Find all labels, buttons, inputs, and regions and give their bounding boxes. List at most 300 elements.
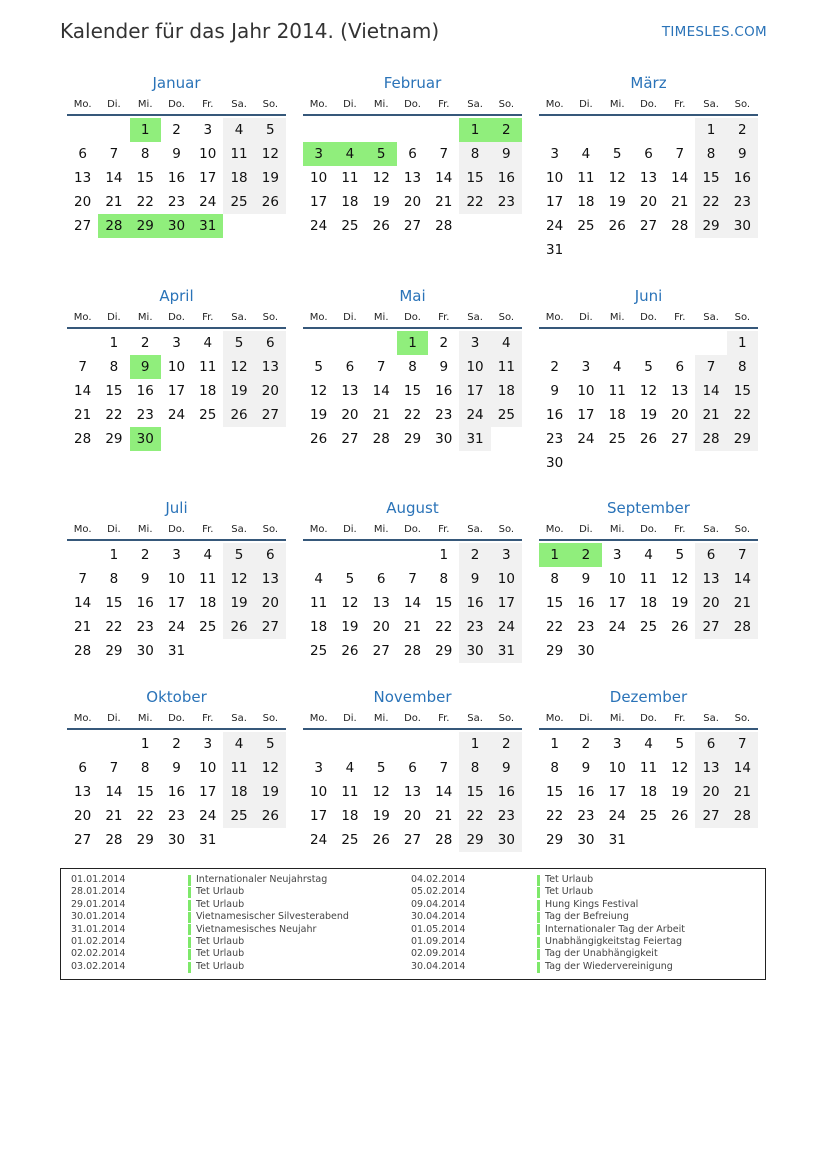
day-cell: 27 (671, 431, 689, 447)
day-cell: 16 (491, 166, 522, 190)
month-name: August (386, 499, 439, 517)
day-cell: 17 (199, 170, 217, 186)
day-cell: 31 (167, 643, 186, 659)
legend-holiday-name: Tet Urlaub (545, 886, 594, 898)
day-cell: 25 (341, 218, 359, 234)
day-cell: 28 (671, 218, 689, 234)
empty-cell (570, 331, 601, 355)
day-cell: 29 (459, 828, 490, 852)
day-cell: 24 (199, 194, 217, 210)
day-cell: 8 (140, 760, 150, 776)
day-cell: 14 (671, 170, 689, 186)
day-cell: 20 (255, 591, 286, 615)
legend-holiday-name: Tag der Wiedervereinigung (545, 960, 673, 972)
weekday-label: Di. (343, 524, 357, 535)
day-cell: 3 (172, 335, 181, 351)
day-cell: 17 (310, 808, 328, 824)
weekday-label: Mo. (73, 524, 92, 535)
day-cell: 23 (435, 407, 453, 423)
day-cell: 2 (172, 736, 181, 752)
empty-cell (334, 543, 365, 567)
day-cell: 6 (408, 760, 417, 776)
day-cell: 21 (372, 407, 390, 423)
day-cell: 29 (546, 643, 564, 659)
day-cell: 15 (136, 170, 154, 186)
weekday-label: Di. (343, 99, 357, 110)
weekday-label: Mo. (545, 99, 564, 110)
day-cell: 27 (255, 615, 286, 639)
day-cell: 23 (167, 808, 186, 824)
legend-holiday-name: Tet Urlaub (196, 886, 245, 898)
day-cell: 17 (577, 407, 595, 423)
day-cell: 19 (310, 407, 328, 423)
day-cell: 29 (403, 431, 422, 447)
day-cell: 1 (109, 547, 119, 563)
weekday-label: Sa. (231, 713, 247, 724)
day-grid (67, 543, 286, 663)
day-cell: 26 (310, 431, 328, 447)
day-cell: 26 (372, 832, 390, 848)
empty-cell (397, 118, 428, 142)
legend-holiday-name: Internationaler Tag der Arbeit (545, 923, 685, 935)
day-cell: 27 (403, 832, 422, 848)
day-cell: 12 (671, 571, 689, 587)
day-cell: 8 (140, 146, 150, 162)
day-cell: 2 (491, 732, 522, 756)
day-cell: 12 (223, 567, 254, 591)
day-cell: 9 (727, 142, 758, 166)
day-cell: 26 (372, 218, 390, 234)
legend-holiday-name: Tet Urlaub (196, 936, 245, 947)
day-cell: 2 (140, 547, 150, 563)
day-cell: 9 (581, 760, 591, 776)
empty-cell (67, 732, 98, 756)
day-cell: 9 (172, 146, 181, 162)
month-5 (303, 285, 522, 451)
weekday-label: Fr. (674, 312, 686, 323)
day-cell: 12 (608, 170, 626, 186)
weekday-header (303, 708, 522, 730)
day-cell: 26 (255, 190, 286, 214)
day-cell: 12 (223, 355, 254, 379)
day-cell: 29 (435, 643, 453, 659)
day-cell: 22 (546, 619, 564, 635)
page-title: Kalender für das Jahr 2014. (Vietnam) (60, 19, 440, 43)
weekday-label: Do. (168, 713, 185, 724)
day-cell: 2 (550, 359, 559, 375)
day-cell: 18 (608, 407, 626, 423)
day-cell: 28 (98, 214, 129, 238)
day-cell: 14 (105, 170, 123, 186)
month-9 (539, 497, 758, 663)
weekday-header (67, 94, 286, 116)
day-cell: 17 (310, 194, 328, 210)
day-cell: 23 (459, 615, 490, 639)
day-cell: 4 (314, 571, 323, 587)
day-cell: 5 (376, 760, 386, 776)
day-cell: 15 (136, 784, 154, 800)
day-cell: 16 (491, 780, 522, 804)
day-cell: 15 (435, 595, 453, 611)
day-cell: 26 (223, 403, 254, 427)
day-cell: 17 (491, 591, 522, 615)
day-cell: 3 (550, 146, 559, 162)
day-cell: 1 (130, 118, 161, 142)
day-cell: 11 (639, 571, 658, 587)
day-cell: 7 (78, 571, 87, 587)
day-cell: 11 (310, 595, 328, 611)
month-12 (539, 686, 758, 852)
day-grid (303, 732, 522, 852)
day-cell: 8 (695, 142, 726, 166)
day-cell: 5 (675, 736, 685, 752)
day-cell: 1 (459, 118, 490, 142)
day-cell: 22 (136, 194, 154, 210)
day-cell: 12 (639, 383, 658, 399)
weekday-label: Mi. (137, 99, 153, 110)
day-cell: 19 (255, 780, 286, 804)
day-cell: 8 (109, 571, 119, 587)
day-cell: 2 (439, 335, 449, 351)
day-cell: 25 (639, 619, 658, 635)
day-cell: 13 (341, 383, 359, 399)
weekday-header (303, 519, 522, 541)
day-cell: 13 (671, 383, 689, 399)
legend-date: 09.04.2014 (411, 898, 466, 910)
day-cell: 24 (310, 218, 328, 234)
day-cell: 7 (727, 732, 758, 756)
holiday-marker (537, 887, 540, 898)
day-cell: 4 (491, 331, 522, 355)
day-cell: 7 (78, 359, 87, 375)
day-cell: 24 (310, 832, 328, 848)
day-cell: 5 (255, 732, 286, 756)
day-cell: 22 (459, 804, 490, 828)
month-name: März (630, 74, 667, 92)
day-cell: 7 (408, 571, 417, 587)
holiday-legend (60, 868, 766, 980)
month-name: Oktober (146, 688, 207, 706)
day-cell: 23 (136, 407, 154, 423)
empty-cell (67, 543, 98, 567)
day-cell: 22 (727, 403, 758, 427)
day-cell: 16 (435, 383, 453, 399)
day-cell: 5 (223, 543, 254, 567)
day-cell: 21 (105, 194, 123, 210)
day-cell: 11 (223, 756, 254, 780)
day-cell: 16 (546, 407, 564, 423)
day-cell: 6 (675, 359, 685, 375)
day-cell: 13 (639, 170, 658, 186)
day-cell: 15 (727, 379, 758, 403)
month-name: April (159, 287, 194, 305)
empty-cell (366, 543, 397, 567)
day-cell: 14 (372, 383, 390, 399)
holiday-marker (188, 900, 191, 911)
day-cell: 20 (403, 194, 422, 210)
day-cell: 21 (727, 780, 758, 804)
day-cell: 14 (435, 170, 453, 186)
day-cell: 29 (105, 431, 123, 447)
day-cell: 25 (341, 832, 359, 848)
day-cell: 11 (341, 784, 359, 800)
day-grid (539, 331, 758, 475)
day-cell: 2 (570, 543, 601, 567)
weekday-label: Do. (404, 312, 421, 323)
day-cell: 5 (314, 359, 323, 375)
day-cell: 24 (459, 403, 490, 427)
month-6 (539, 285, 758, 475)
weekday-label: Do. (640, 524, 657, 535)
day-cell: 17 (608, 784, 626, 800)
day-cell: 3 (612, 736, 622, 752)
day-cell: 8 (459, 142, 490, 166)
day-cell: 21 (74, 407, 92, 423)
day-cell: 4 (223, 118, 254, 142)
day-cell: 12 (372, 784, 390, 800)
weekday-label: Mo. (545, 312, 564, 323)
day-cell: 30 (727, 214, 758, 238)
weekday-label: Di. (343, 713, 357, 724)
weekday-label: Fr. (202, 713, 214, 724)
day-cell: 26 (671, 808, 689, 824)
day-cell: 29 (105, 643, 123, 659)
weekday-label: Sa. (703, 312, 719, 323)
day-cell: 24 (608, 808, 626, 824)
day-cell: 22 (695, 190, 726, 214)
day-cell: 20 (403, 808, 422, 824)
weekday-label: Fr. (674, 524, 686, 535)
month-2 (303, 72, 522, 238)
legend-date: 01.01.2014 (71, 874, 126, 885)
day-cell: 22 (435, 619, 453, 635)
day-cell: 27 (341, 431, 359, 447)
legend-holiday-name: Tet Urlaub (196, 898, 245, 910)
day-cell: 25 (310, 643, 328, 659)
legend-holiday-name: Tet Urlaub (196, 960, 245, 972)
day-cell: 10 (608, 760, 626, 776)
day-grid (67, 118, 286, 238)
weekday-label: So. (734, 524, 751, 535)
day-cell: 16 (577, 595, 595, 611)
holiday-marker (537, 949, 540, 960)
day-cell: 19 (223, 379, 254, 403)
day-cell: 15 (105, 595, 123, 611)
day-cell: 27 (403, 218, 422, 234)
day-cell: 20 (341, 407, 359, 423)
day-cell: 4 (223, 732, 254, 756)
day-cell: 7 (439, 760, 449, 776)
day-grid (539, 543, 758, 663)
day-cell: 30 (491, 828, 522, 852)
day-cell: 16 (136, 383, 154, 399)
empty-cell (366, 331, 397, 355)
weekday-label: Fr. (438, 99, 450, 110)
empty-cell (633, 118, 664, 142)
day-cell: 6 (255, 331, 286, 355)
day-cell: 16 (459, 591, 490, 615)
day-cell: 17 (546, 194, 564, 210)
legend-holiday-name: Hung Kings Festival (545, 898, 639, 910)
day-cell: 23 (491, 190, 522, 214)
holiday-marker (537, 900, 540, 911)
day-cell: 18 (639, 784, 658, 800)
day-cell: 25 (577, 218, 595, 234)
weekday-label: Do. (640, 312, 657, 323)
weekday-label: Mo. (545, 524, 564, 535)
weekday-label: Di. (579, 713, 593, 724)
day-cell: 23 (727, 190, 758, 214)
day-cell: 26 (608, 218, 626, 234)
day-cell: 28 (74, 643, 92, 659)
day-cell: 23 (577, 619, 595, 635)
day-cell: 13 (372, 595, 390, 611)
day-cell: 14 (74, 595, 92, 611)
day-cell: 28 (403, 643, 422, 659)
day-cell: 1 (140, 736, 150, 752)
day-cell: 31 (459, 427, 490, 451)
day-grid (539, 118, 758, 262)
day-cell: 4 (345, 760, 355, 776)
weekday-label: Do. (404, 99, 421, 110)
month-name: September (607, 499, 690, 517)
day-cell: 11 (608, 383, 626, 399)
weekday-label: Sa. (231, 312, 247, 323)
day-cell: 9 (491, 756, 522, 780)
weekday-label: Fr. (202, 524, 214, 535)
day-cell: 5 (644, 359, 653, 375)
month-11 (303, 686, 522, 852)
weekday-label: Fr. (202, 312, 214, 323)
month-name: Januar (152, 74, 201, 92)
legend-holiday-name: Tag der Befreiung (545, 911, 629, 923)
legend-date: 30.04.2014 (411, 911, 466, 923)
month-8 (303, 497, 522, 663)
weekday-label: Sa. (467, 524, 483, 535)
day-cell: 14 (727, 567, 758, 591)
day-cell: 13 (74, 784, 92, 800)
day-cell: 9 (439, 359, 449, 375)
day-cell: 10 (577, 383, 595, 399)
weekday-header (303, 94, 522, 116)
legend-date: 28.01.2014 (71, 886, 126, 898)
day-cell: 25 (223, 190, 254, 214)
legend-date: 02.09.2014 (411, 948, 466, 960)
day-cell: 5 (223, 331, 254, 355)
day-cell: 26 (341, 643, 359, 659)
day-cell: 24 (167, 407, 186, 423)
day-cell: 31 (546, 242, 564, 258)
day-cell: 4 (581, 146, 591, 162)
day-cell: 28 (695, 427, 726, 451)
weekday-label: Mi. (137, 713, 153, 724)
day-cell: 24 (167, 619, 186, 635)
day-cell: 2 (459, 543, 490, 567)
weekday-label: Di. (343, 312, 357, 323)
day-cell: 19 (341, 619, 359, 635)
day-cell: 21 (435, 194, 453, 210)
day-cell: 28 (435, 832, 453, 848)
day-cell: 9 (140, 571, 150, 587)
weekday-label: Fr. (202, 99, 214, 110)
day-cell: 5 (366, 142, 397, 166)
weekday-header (539, 519, 758, 541)
day-cell: 20 (74, 194, 92, 210)
day-cell: 1 (695, 118, 726, 142)
day-cell: 14 (695, 379, 726, 403)
weekday-header (303, 307, 522, 329)
day-cell: 19 (639, 407, 658, 423)
holiday-marker (188, 962, 191, 973)
day-cell: 4 (203, 547, 213, 563)
weekday-label: Do. (168, 312, 185, 323)
empty-cell (397, 543, 428, 567)
empty-cell (303, 118, 334, 142)
day-cell: 10 (608, 571, 626, 587)
legend-holiday-name: Tag der Unabhängigkeit (545, 948, 658, 960)
day-cell: 11 (341, 170, 359, 186)
weekday-header (539, 94, 758, 116)
legend-date: 01.09.2014 (411, 936, 466, 947)
day-cell: 21 (74, 619, 92, 635)
weekday-label: Mi. (137, 312, 153, 323)
weekday-label: Mi. (609, 312, 625, 323)
month-name: Dezember (609, 688, 688, 706)
brand-link[interactable]: TIMESLES.COM (661, 24, 767, 40)
empty-cell (366, 732, 397, 756)
weekday-label: So. (498, 312, 515, 323)
weekday-label: Do. (640, 713, 657, 724)
day-cell: 25 (491, 403, 522, 427)
day-cell: 7 (727, 543, 758, 567)
day-cell: 7 (376, 359, 386, 375)
day-cell: 18 (199, 595, 217, 611)
day-cell: 28 (435, 218, 453, 234)
day-cell: 8 (459, 756, 490, 780)
legend-date: 30.01.2014 (71, 911, 126, 923)
weekday-label: So. (498, 99, 515, 110)
day-cell: 3 (203, 122, 213, 138)
day-cell: 6 (255, 543, 286, 567)
legend-holiday-name: Unabhängigkeitstag Feiertag (545, 936, 683, 947)
legend-date: 05.02.2014 (411, 886, 466, 898)
weekday-label: So. (734, 99, 751, 110)
day-cell: 12 (255, 756, 286, 780)
day-cell: 15 (546, 784, 564, 800)
month-name: November (373, 688, 452, 706)
day-cell: 14 (435, 784, 453, 800)
weekday-label: Mi. (609, 524, 625, 535)
day-cell: 19 (671, 784, 689, 800)
day-cell: 29 (727, 427, 758, 451)
day-cell: 17 (167, 595, 186, 611)
weekday-label: Mi. (373, 524, 389, 535)
day-grid (67, 331, 286, 451)
day-cell: 18 (223, 780, 254, 804)
day-cell: 26 (255, 804, 286, 828)
empty-cell (303, 732, 334, 756)
day-cell: 7 (109, 146, 119, 162)
day-cell: 28 (727, 615, 758, 639)
day-cell: 5 (255, 118, 286, 142)
day-cell: 25 (223, 804, 254, 828)
day-cell: 31 (199, 832, 217, 848)
weekday-label: Di. (107, 312, 121, 323)
weekday-label: Do. (404, 713, 421, 724)
day-cell: 2 (172, 122, 181, 138)
day-cell: 21 (105, 808, 123, 824)
day-cell: 14 (74, 383, 92, 399)
